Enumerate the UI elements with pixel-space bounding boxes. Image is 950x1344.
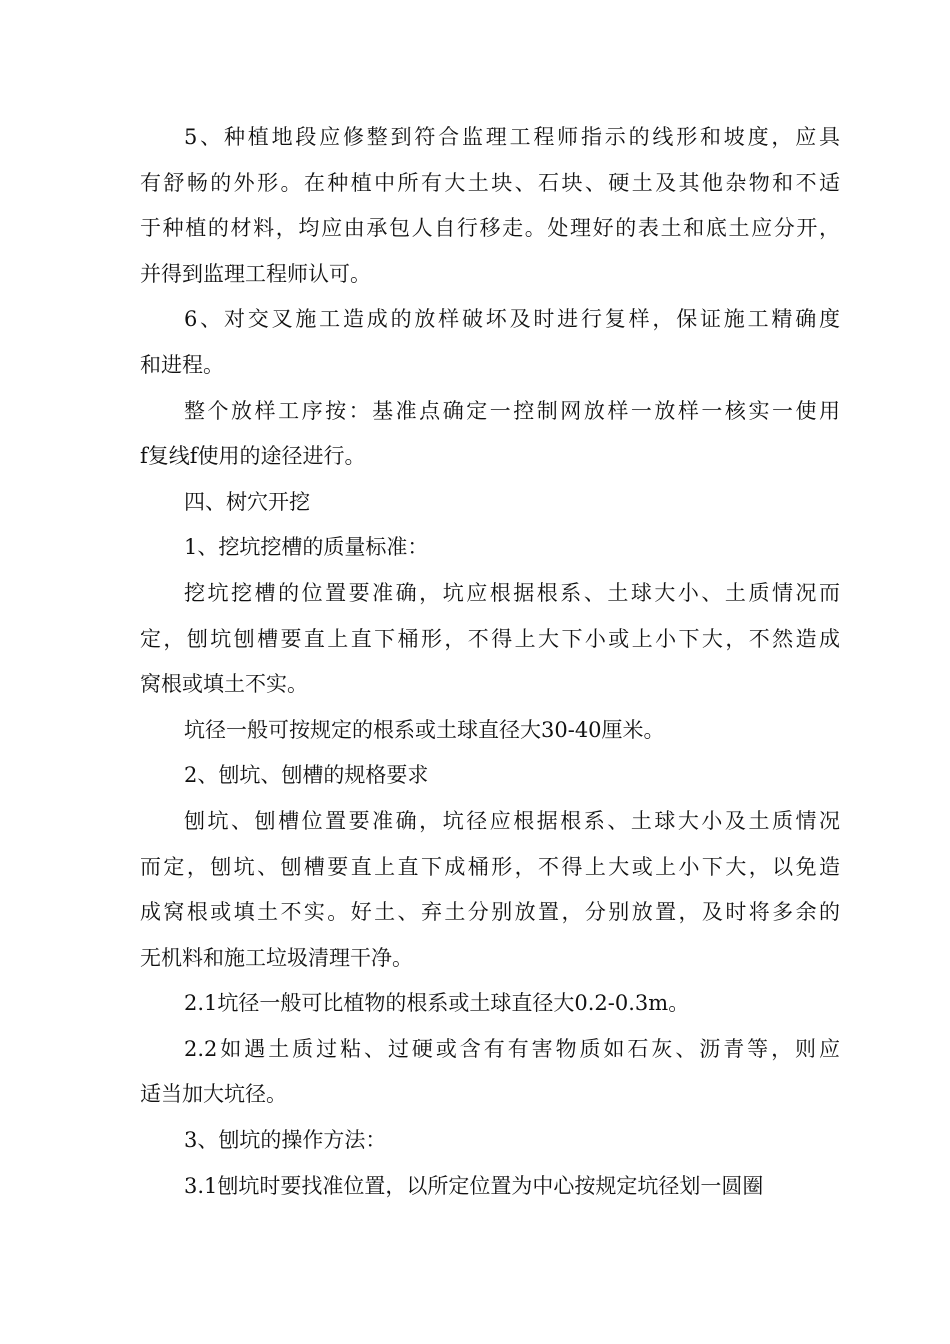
subsection-heading: 1、挖坑挖槽的质量标准： bbox=[184, 535, 429, 560]
paragraph-line: 5、种植地段应修整到符合监理工程师指示的线形和坡度，应具 bbox=[184, 125, 840, 149]
paragraph-line: 整个放样工序按：基准点确定一控制网放样一放样一核实一使用 bbox=[184, 398, 840, 423]
paragraph-line: 于种植的材料，均应由承包人自行移走。处理好的表土和底土应分开， bbox=[140, 216, 840, 241]
paragraph-line: 刨坑、刨槽位置要准确，坑径应根据根系、土球大小及土质情况 bbox=[184, 808, 840, 833]
subsection-heading: 3、刨坑的操作方法： bbox=[184, 1128, 387, 1153]
paragraph-line: 窝根或填土不实。 bbox=[140, 672, 308, 697]
paragraph-line: 和进程。 bbox=[140, 352, 224, 377]
paragraph-line: 有舒畅的外形。在种植中所有大土块、石块、硬土及其他杂物和不适 bbox=[140, 170, 840, 195]
paragraph-line: 2.2如遇土质过粘、过硬或含有有害物质如石灰、沥青等，则应 bbox=[184, 1036, 840, 1061]
paragraph-line: 并得到监理工程师认可。 bbox=[140, 261, 371, 286]
subsection-heading: 2、刨坑、刨槽的规格要求 bbox=[184, 763, 429, 788]
paragraph-line: 定，刨坑刨槽要直上直下桶形，不得上大下小或上小下大，不然造成 bbox=[140, 626, 840, 651]
paragraph-line: 适当加大坑径。 bbox=[140, 1082, 287, 1107]
paragraph-line: 挖坑挖槽的位置要准确，坑应根据根系、土球大小、土质情况而 bbox=[184, 580, 840, 605]
paragraph-line: f复线f使用的途径进行。 bbox=[140, 444, 366, 469]
paragraph-line: 而定，刨坑、刨槽要直上直下成桶形，不得上大或上小下大，以免造 bbox=[140, 854, 840, 879]
paragraph-line: 成窝根或填土不实。好土、弃土分别放置，分别放置，及时将多余的 bbox=[140, 900, 840, 925]
paragraph-line: 6、对交叉施工造成的放样破坏及时进行复样，保证施工精确度 bbox=[184, 307, 840, 332]
paragraph-line: 2.1坑径一般可比植物的根系或土球直径大0.2-0.3m。 bbox=[184, 991, 690, 1016]
paragraph-line: 坑径一般可按规定的根系或土球直径大30-40厘米。 bbox=[184, 717, 665, 742]
document-body bbox=[140, 115, 840, 1209]
paragraph-line: 无机料和施工垃圾清理干净。 bbox=[140, 945, 413, 970]
paragraph-line: 3.1刨坑时要找准位置，以所定位置为中心按规定坑径划一圆圈 bbox=[184, 1173, 764, 1198]
section-heading: 四、树穴开挖 bbox=[184, 489, 310, 514]
